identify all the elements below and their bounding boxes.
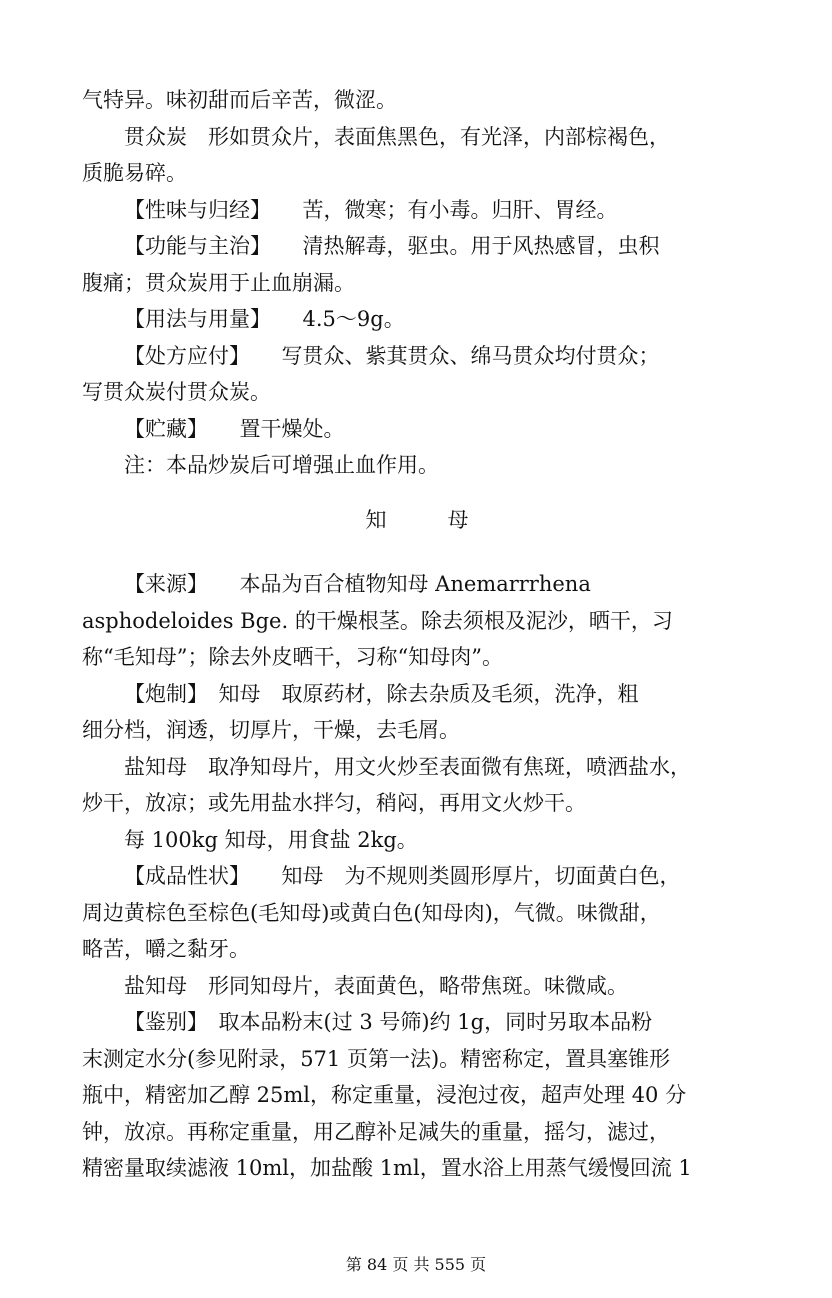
text-line: 【性味与归经】 苦，微寒；有小毒。归肝、胃经。 xyxy=(124,197,618,222)
text-line: 盐知母 取净知母片，用文火炒至表面微有焦斑，喷洒盐水， xyxy=(124,754,691,779)
text-line: 称“毛知母”；除去外皮晒干，习称“知母肉”。 xyxy=(82,645,503,669)
text-line: 每 100kg 知母，用食盐 2kg。 xyxy=(124,827,418,852)
text-line: 贯众炭 形如贯众片，表面焦黑色，有光泽，内部棕褐色， xyxy=(124,124,670,149)
text-line: 瓶中，精密加乙醇 25ml，称定重量，浸泡过夜，超声处理 40 分 xyxy=(82,1083,687,1107)
text-line: 【鉴别】 取本品粉末(过 3 号筛)约 1g，同时另取本品粉 xyxy=(124,1010,653,1034)
text-line: 质脆易碎。 xyxy=(82,161,187,185)
text-line: 【来源】 本品为百合植物知母 Anemarrrhena xyxy=(124,572,591,596)
text-line: 【用法与用量】 4.5～9g。 xyxy=(124,307,405,331)
text-line: 盐知母 形同知母片，表面黄色，略带焦斑。味微咸。 xyxy=(124,973,628,998)
section-title: 知 母 xyxy=(365,507,489,532)
text-line: asphodeloides Bge. 的干燥根茎。除去须根及泥沙，晒干，习 xyxy=(82,608,673,633)
text-line: 注：本品炒炭后可增强止血作用。 xyxy=(124,453,439,477)
text-line: 【处方应付】 写贯众、紫萁贯众、绵马贯众均付贯众； xyxy=(124,343,660,368)
text-line: 炒干，放凉；或先用盐水拌匀，稍闷，再用文火炒干。 xyxy=(82,791,586,815)
text-line: 周边黄棕色至棕色(毛知母)或黄白色(知母肉)，气微。味微甜， xyxy=(82,900,661,925)
text-line: 【功能与主治】 清热解毒，驱虫。用于风热感冒，虫积 xyxy=(124,234,660,258)
text-line: 末测定水分(参见附录，571 页第一法)。精密称定，置具塞锥形 xyxy=(82,1046,671,1071)
text-line: 细分档，润透，切厚片，干燥，去毛屑。 xyxy=(82,718,460,742)
text-line: 腹痛；贯众炭用于止血崩漏。 xyxy=(82,270,355,295)
text-line: 【炮制】 知母 取原药材，除去杂质及毛须，洗净，粗 xyxy=(124,681,639,706)
text-line: 精密量取续滤液 10ml，加盐酸 1ml，置水浴上用蒸气缓慢回流 1 xyxy=(82,1156,692,1180)
text-line: 【成品性状】 知母 为不规则类圆形厚片，切面黄白色， xyxy=(124,864,681,888)
text-line: 写贯众炭付贯众炭。 xyxy=(82,380,271,404)
text-line: 略苦，嚼之黏牙。 xyxy=(82,937,250,961)
text-line: 钟，放凉。再称定重量，用乙醇补足减失的重量，摇匀，滤过， xyxy=(82,1119,670,1144)
text-line: 【贮藏】 置干燥处。 xyxy=(124,416,345,441)
document-page xyxy=(82,82,752,1187)
page-footer: 第 84 页 共 555 页 xyxy=(345,1255,487,1274)
text-line: 气特异。味初甜而后辛苦，微涩。 xyxy=(82,88,397,112)
